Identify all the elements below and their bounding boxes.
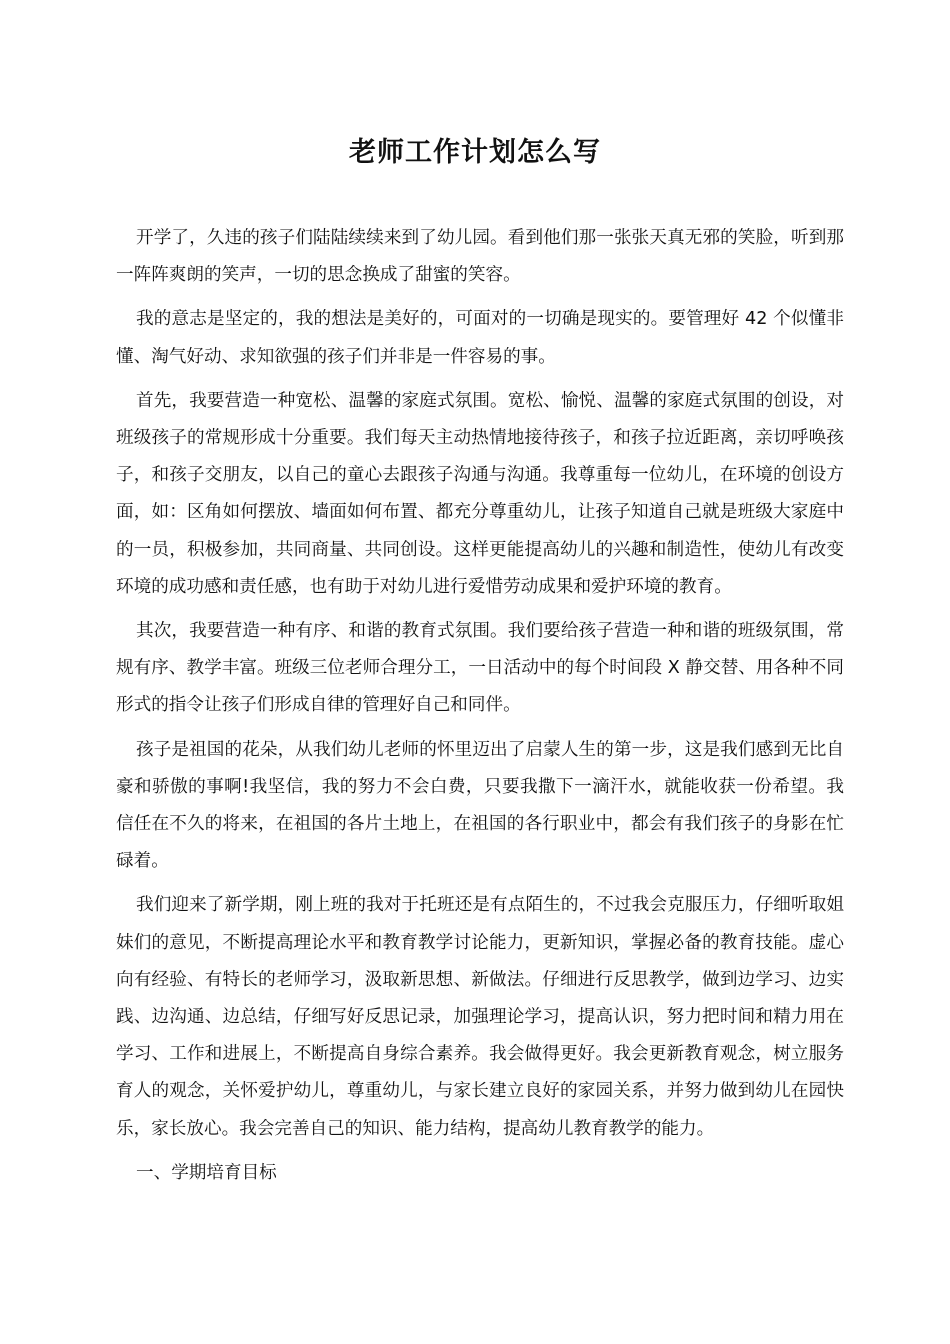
paragraph-future: 孩子是祖国的花朵，从我们幼儿老师的怀里迈出了启蒙人生的第一步，这是我们感到无比自豪和骄傲的事啊!我坚信，我的努力不会白费，只要我撒下一滴汗水，就能收获一份希望。我信任在不久的将来，在祖国的各片土地上，在祖国的各行职业中，都会有我们孩子的身影在忙碌着。 — [116, 739, 844, 872]
paragraph-family-atmosphere: 首先，我要营造一种宽松、温馨的家庭式氛围。宽松、愉悦、温馨的家庭式氛围的创设，对班级孩子的常规形成十分重要。我们每天主动热情地接待孩子，和孩子拉近距离，亲切呼唤孩子，和孩子交朋友，以自己的童心去跟孩子沟通与沟通。我尊重每一位幼儿，在环境的创设方面，如：区角如何摆放、墙面如何布置、都充分尊重幼儿，让孩子知道自己就是班级大家庭中的一员，积极参加，共同商量、共同创设。这样更能提高幼儿的兴趣和制造性，使幼儿有改变环境的成功感和责任感，也有助于对幼儿进行爱惜劳动成果和爱护环境的教育。 — [116, 390, 844, 597]
section-heading: 一、学期培育目标 — [136, 1162, 277, 1183]
document-title: 老师工作计划怎么写 — [349, 137, 601, 168]
paragraph-new-semester: 我们迎来了新学期，刚上班的我对于托班还是有点陌生的，不过我会克服压力，仔细听取姐妹们的意见，不断提高理论水平和教育教学讨论能力，更新知识，掌握必备的教育技能。虚心向有经验、有特长的老师学习，汲取新思想、新做法。仔细进行反思教学，做到边学习、边实践、边沟通、边总结，仔细写好反思记录，加强理论学习，提高认识，努力把时间和精力用在学习、工作和进展上，不断提高自身综合素养。我会做得更好。我会更新教育观念，树立服务育人的观念，关怀爱护幼儿，尊重幼儿，与家长建立良好的家园关系，并努力做到幼儿在园快乐，家长放心。我会完善自己的知识、能力结构，提高幼儿教育教学的能力。 — [116, 895, 844, 1139]
paragraph-intro: 开学了，久违的孩子们陆陆续续来到了幼儿园。看到他们那一张张天真无邪的笑脸，听到那一阵阵爽朗的笑声，一切的思念换成了甜蜜的笑容。 — [116, 228, 844, 286]
paragraph-education-atmosphere: 其次，我要营造一种有序、和谐的教育式氛围。我们要给孩子营造一种和谐的班级氛围，常规有序、教学丰富。班级三位老师合理分工，一日活动中的每个时间段 X 静交替、用各种不同形式的指令让孩子们形成自律的管理好自己和同伴。 — [116, 621, 844, 716]
document-body — [116, 220, 844, 1199]
paragraph-resolve: 我的意志是坚定的，我的想法是美好的，可面对的一切确是现实的。要管理好 42 个似懂非懂、淘气好动、求知欲强的孩子们并非是一件容易的事。 — [116, 309, 844, 367]
